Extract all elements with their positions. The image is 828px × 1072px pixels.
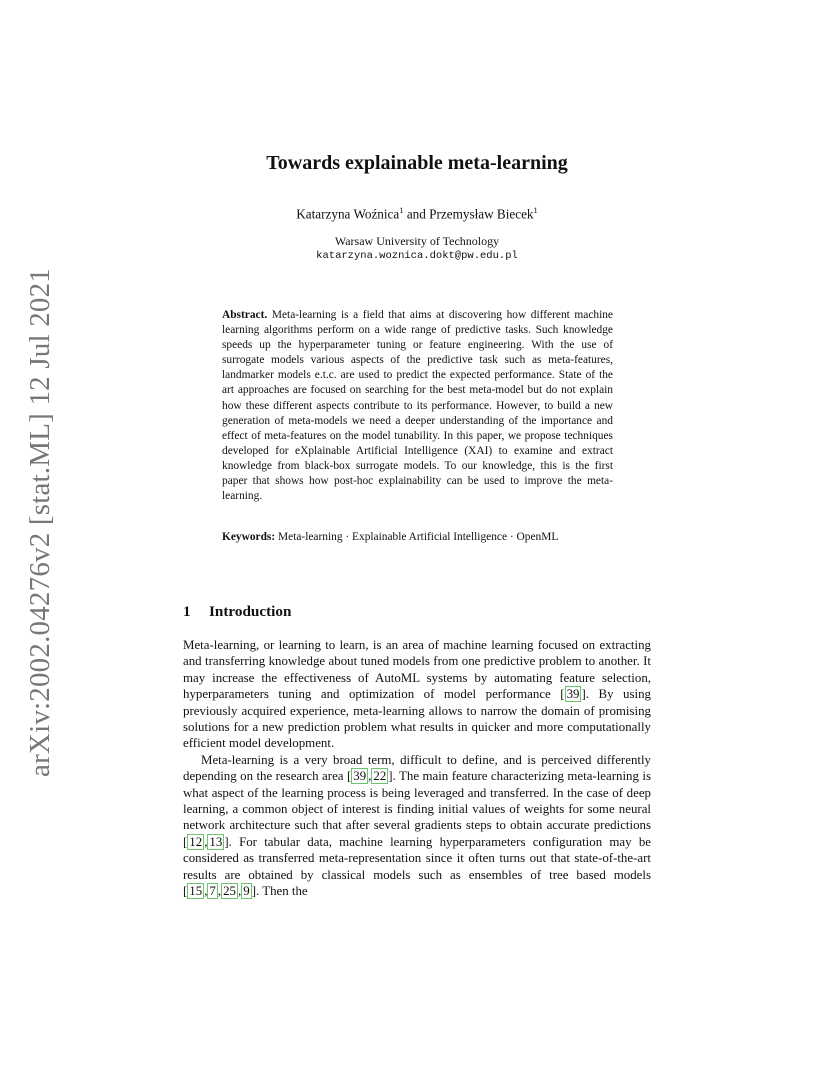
paragraph: Meta-learning, or learning to learn, is an area of machine learning focused on extracting and transferring knowledge about tuned models from one predictive problem to another. It may increase the effectiveness of AutoML systems by automating feature selection, hyperparameters tuning and optimization of model performance [ 39 ]. By using previously acquired experience, meta-learning allows to narrow the domain of promising solutions for a new prediction problem what results in quicker and more computationally efficient model development. — [183, 638, 651, 751]
section-title: Introduction — [209, 603, 292, 620]
paragraph: Meta-learning is a very broad term, difficult to define, and is perceived differently depending on the research area [ 39 , 22 ]. The main feature characterizing meta-learning is what aspect of the learning process is being leveraged and transferred. In the case of deep learning, a common object of interest is finding initial values of weights for some neural network architecture such that after several gradients steps to obtain accurate predictions [ 12 , 13 ]. For tabular data, machine learning hyperparameters configuration may be considered as transferred meta-representation since it often turns out that state-of-the-art results are obtained by classical models such as ensembles of tree based models [ 15 , 7 , 25 , 9 ]. Then the — [183, 752, 651, 899]
section-heading — [183, 603, 291, 621]
author-name: Przemysław Biecek — [429, 206, 534, 222]
abstract — [222, 308, 613, 504]
keyword: Meta-learning — [278, 531, 343, 543]
abstract-label: Abstract. — [222, 309, 268, 321]
citation-link[interactable]: 9 — [243, 884, 250, 899]
author-line — [183, 205, 651, 222]
citation-link[interactable]: 12 — [189, 834, 203, 849]
citation-link[interactable]: 39 — [566, 687, 580, 702]
keyword: OpenML — [516, 531, 559, 543]
keyword: Explainable Artificial Intelligence — [352, 531, 508, 543]
arxiv-stamp — [15, 267, 65, 777]
abstract-text: Meta-learning is a field that aims at discovering how different machine learning algorithms perform on a wide range of predictive tasks. Such knowledge speeds up the hyperparameter tuning or feature engineering. With the use of surrogate models various aspects of the predictive task such as meta-features, landmarker models e.t.c. are used to predict the expected performance. State of the art approaches are focused on searching for the best meta-model but do not explain how these different aspects contribute to its performance. However, to build a new generation of meta-models we need a deeper understanding of the importance and effect of meta-features on the model tunability. In this paper, we propose techniques developed for eXplainable Artificial Intelligence (XAI) to examine and extract knowledge from black-box surrogate models. To our knowledge, this is the first paper that shows how post-hoc explainability can be used to improve the meta-learning. — [222, 309, 613, 503]
author-separator: and — [403, 206, 430, 222]
body-text — [183, 637, 651, 900]
citation-link[interactable]: 39 — [353, 769, 367, 784]
paper-title: Towards explainable meta-learning — [266, 152, 568, 174]
citation-link[interactable]: 13 — [209, 834, 223, 849]
citation-link[interactable]: 7 — [209, 884, 216, 899]
citation-link[interactable]: 15 — [189, 884, 203, 899]
author-name: Katarzyna Woźnica — [296, 206, 400, 222]
affiliation: Warsaw University of Technology — [334, 234, 500, 248]
arxiv-stamp-text: arXiv:2002.04276v2 [stat.ML] 12 Jul 2021 — [23, 267, 56, 777]
section-number: 1 — [183, 603, 191, 620]
affiliation-mark: 1 — [399, 205, 404, 215]
citation-link[interactable]: 25 — [223, 884, 236, 899]
keywords: Keywords: Meta-learning · Explainable Artificial Intelligence · OpenML — [222, 531, 559, 543]
author-email: katarzyna.woznica.dokt@pw.edu.pl — [316, 250, 518, 262]
citation-link[interactable]: 22 — [373, 769, 387, 784]
keywords-label: Keywords: — [222, 531, 276, 543]
affiliation-mark: 1 — [533, 205, 538, 215]
